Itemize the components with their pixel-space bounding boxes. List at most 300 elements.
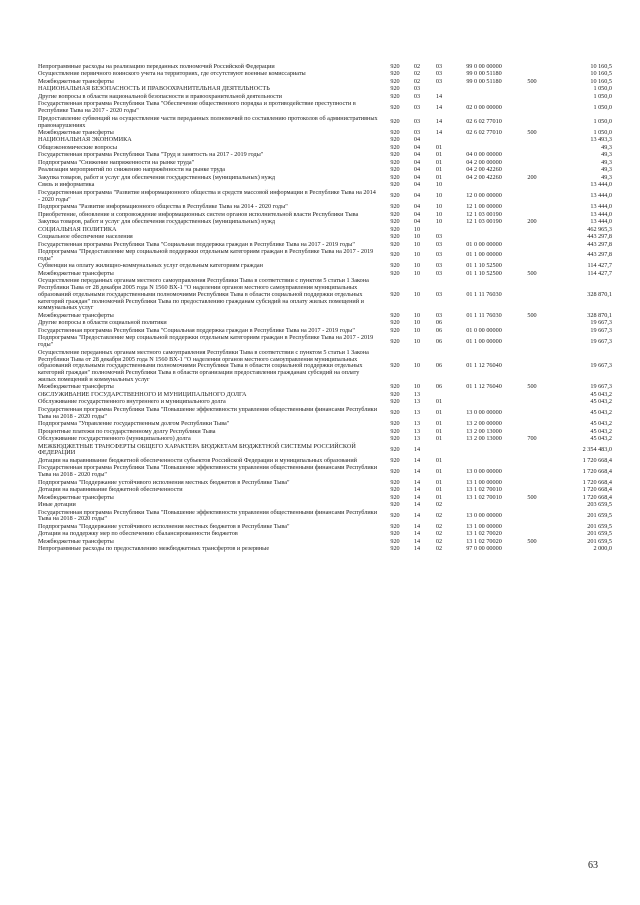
row-section: 10 (413, 233, 421, 241)
row-name: Другие вопросы в области социальной политики (38, 319, 167, 327)
row-grbs: 920 (390, 326, 400, 334)
row-grbs: 920 (390, 501, 400, 509)
row-subsection: 06 (435, 362, 443, 370)
row-subsection: 03 (435, 262, 443, 270)
row-amount: 1 050,0 (593, 85, 612, 93)
table-row (38, 335, 612, 349)
row-article: 12 1 03 00190 (466, 210, 502, 218)
row-amount: 13 444,0 (590, 203, 612, 211)
row-section: 10 (413, 311, 421, 319)
row-article: 13 0 00 00000 (466, 511, 502, 519)
row-amount: 45 043,2 (590, 409, 612, 417)
row-amount: 443 297,8 (587, 251, 612, 259)
row-name: Межбюджетные трансферты (38, 269, 114, 277)
row-section: 14 (413, 545, 421, 553)
row-section: 14 (413, 530, 421, 538)
row-amount: 328 870,1 (587, 311, 612, 319)
row-section: 14 (413, 478, 421, 486)
row-section: 14 (413, 467, 421, 475)
row-subsection: 06 (435, 326, 443, 334)
row-section: 14 (413, 445, 421, 453)
row-section: 10 (413, 262, 421, 270)
row-section: 13 (413, 420, 421, 428)
row-expense-type (518, 480, 546, 487)
row-grbs: 920 (390, 511, 400, 519)
row-subsection: 03 (435, 77, 443, 85)
row-name: Дотации на поддержку мер по обеспечению сбалансированности бюджетов (38, 530, 238, 538)
row-article: 13 2 00 13000 (466, 427, 502, 435)
row-grbs: 920 (390, 537, 400, 545)
row-amount: 201 659,5 (587, 511, 612, 519)
row-name: Подпрограмма "Развитие информационного общества в Республике Тыва на 2014 - 2020 годы" (38, 203, 288, 211)
row-name: Непрограммные расходы на реализацию переданных полномочий Российской Федерации (38, 63, 275, 70)
row-article: 01 1 12 76040 (466, 362, 502, 370)
row-section: 14 (413, 522, 421, 530)
row-expense-type (518, 204, 546, 211)
row-grbs: 920 (390, 493, 400, 501)
row-article: 13 1 00 00000 (466, 478, 502, 486)
row-article: 12 1 00 00000 (466, 203, 502, 211)
row-expense-type (518, 234, 546, 241)
table-row (38, 546, 612, 553)
row-subsection: 03 (435, 70, 443, 78)
row-article: 99 0 00 51180 (466, 77, 502, 85)
row-amount: 45 043,2 (590, 420, 612, 428)
row-expense-type (518, 421, 546, 428)
row-article: 01 1 10 52500 (466, 269, 502, 277)
row-amount: 1 050,0 (593, 92, 612, 100)
row-amount: 201 659,5 (587, 537, 612, 545)
row-article: 12 0 00 00000 (466, 192, 502, 200)
row-expense-type: 500 (527, 383, 537, 391)
row-grbs: 920 (390, 398, 400, 406)
row-section: 14 (413, 493, 421, 501)
table-row (38, 407, 612, 421)
row-amount: 13 444,0 (590, 210, 612, 218)
row-subsection: 01 (435, 435, 443, 443)
row-subsection: 01 (435, 486, 443, 494)
row-article: 99 0 00 51180 (466, 70, 502, 78)
table-row (38, 137, 612, 144)
table-row (38, 278, 612, 313)
row-amount: 19 667,3 (590, 362, 612, 370)
row-name: Межбюджетные трансферты (38, 383, 114, 391)
row-section: 14 (413, 501, 421, 509)
row-section: 02 (413, 70, 421, 78)
row-subsection: 02 (435, 537, 443, 545)
row-name: Государственная программа Республики Тыва "Социальная поддержка граждан в Республике Тыва на 2017 - 2019 годы" (38, 326, 355, 334)
row-amount: 49,3 (601, 173, 612, 181)
row-subsection: 01 (435, 478, 443, 486)
row-amount: 443 297,8 (587, 233, 612, 241)
row-article: 04 2 00 42260 (466, 166, 502, 174)
row-subsection: 14 (435, 92, 443, 100)
row-expense-type (518, 86, 546, 93)
row-grbs: 920 (390, 427, 400, 435)
row-section: 04 (413, 210, 421, 218)
row-section: 13 (413, 427, 421, 435)
row-name: Государственная программа Республики Тыва "Повышение эффективности управления общественными финансами Республики Тыва на 2018 - 2020 годы" (38, 464, 378, 479)
row-amount: 1 720 668,4 (582, 467, 612, 475)
row-amount: 13 444,0 (590, 192, 612, 200)
row-grbs: 920 (390, 158, 400, 166)
row-article: 13 2 00 00000 (466, 420, 502, 428)
row-grbs: 920 (390, 218, 400, 226)
row-article (450, 137, 518, 144)
row-subsection: 01 (435, 166, 443, 174)
row-expense-type (518, 249, 546, 263)
document-body (38, 63, 612, 554)
row-name: Подпрограмма "Снижение напряженности на рынке труда" (38, 158, 195, 166)
row-expense-type (518, 227, 546, 234)
row-expense-type (518, 350, 546, 385)
row-amount: 1 720 668,4 (582, 478, 612, 486)
row-article: 01 1 10 52500 (466, 262, 502, 270)
row-subsection: 14 (435, 128, 443, 136)
row-subsection: 02 (435, 530, 443, 538)
row-subsection: 10 (435, 181, 443, 189)
row-name: Подпрограмма "Поддержание устойчивого исполнения местных бюджетов в Республике Тыва" (38, 478, 290, 486)
table-row (38, 249, 612, 263)
row-section: 14 (413, 456, 421, 464)
table-row (38, 465, 612, 479)
row-grbs: 920 (390, 456, 400, 464)
row-section: 10 (413, 337, 421, 345)
row-section: 04 (413, 166, 421, 174)
row-name: Государственная программа Республики Тыва "Труд и занятость на 2017 - 2019 годы" (38, 151, 264, 159)
row-section: 03 (413, 118, 421, 126)
row-expense-type (518, 320, 546, 327)
row-expense-type (518, 116, 546, 130)
row-article: 13 1 02 70020 (466, 537, 502, 545)
row-name: Общеэкономические вопросы (38, 143, 117, 151)
row-grbs: 920 (390, 166, 400, 174)
row-subsection: 01 (435, 158, 443, 166)
row-amount: 10 160,5 (590, 63, 612, 70)
row-expense-type (518, 510, 546, 524)
row-amount: 10 160,5 (590, 70, 612, 78)
row-name: Подпрограмма "Предоставление мер социальной поддержки отдельным категориям граждан в Республике Тыва на 2017 - 2019 годы" (38, 248, 374, 262)
row-section: 04 (413, 143, 421, 151)
row-amount: 1 720 668,4 (582, 456, 612, 464)
row-article: 13 1 02 70020 (466, 530, 502, 538)
row-section: 04 (413, 158, 421, 166)
row-article: 97 0 00 00000 (466, 545, 502, 553)
row-section: 04 (413, 192, 421, 200)
row-section: 10 (413, 251, 421, 259)
row-expense-type (518, 444, 546, 458)
row-grbs: 920 (390, 151, 400, 159)
row-grbs: 920 (390, 269, 400, 277)
row-section: 14 (413, 537, 421, 545)
row-grbs: 920 (390, 383, 400, 391)
row-article: 02 6 02 77010 (466, 118, 502, 126)
row-amount: 49,3 (601, 143, 612, 151)
row-name: Подпрограмма "Поддержание устойчивого исполнения местных бюджетов в Республике Тыва" (38, 522, 290, 530)
row-subsection: 14 (435, 118, 443, 126)
row-name: Закупка товаров, работ и услуг для обеспечения государственных (муниципальных) нужд (38, 173, 276, 181)
row-amount: 45 043,2 (590, 427, 612, 435)
row-amount: 45 043,2 (590, 390, 612, 398)
row-grbs: 920 (390, 390, 400, 398)
row-name: Осуществление переданных органам местного самоуправления Республики Тыва в соответствии с пунктом 5 статьи 1 Закона Республики Тыва от 28 декабря 2005 года N 1560 ВХ-1 "О наделении органов местного самоуправления муниципальных образований отдельными государственными полномочиями Республики Тыва в области социальной поддержки отдельных категорий граждан" полномочий Республики Тыва в области организации предоставления гражданам субсидий на оплату жилых помещений и коммунальных услуг (38, 348, 369, 383)
table-row (38, 71, 612, 78)
row-name: Государственная программа Республики Тыва "Повышение эффективности управления общественными финансами Республики Тыва на 2018 - 2020 годы" (38, 508, 378, 523)
row-amount: 13 444,0 (590, 181, 612, 189)
row-article (450, 444, 518, 458)
row-expense-type (518, 137, 546, 144)
row-article: 13 0 00 00000 (466, 409, 502, 417)
row-expense-type (518, 160, 546, 167)
row-amount: 13 493,3 (590, 136, 612, 144)
row-article (450, 182, 518, 189)
row-section: 02 (413, 63, 421, 70)
table-row (38, 101, 612, 115)
row-grbs: 920 (390, 445, 400, 453)
row-name: Приобретение, обновление и сопровождение информационных систем органов исполнительной власти Республики Тыва (38, 210, 359, 218)
row-expense-type (518, 278, 546, 313)
row-grbs: 920 (390, 522, 400, 530)
row-subsection: 01 (435, 398, 443, 406)
row-amount: 114 427,7 (587, 262, 612, 270)
row-section: 03 (413, 103, 421, 111)
row-expense-type: 500 (527, 269, 537, 277)
row-expense-type (518, 458, 546, 465)
row-name: Обслуживание государственного (муниципального) долга (38, 435, 191, 443)
row-section: 04 (413, 151, 421, 159)
row-amount: 1 720 668,4 (582, 486, 612, 494)
table-row (38, 531, 612, 538)
row-name: Обслуживание государственного внутреннего и муниципального долга (38, 398, 226, 406)
row-grbs: 920 (390, 118, 400, 126)
row-section: 10 (413, 383, 421, 391)
row-amount: 1 050,0 (593, 118, 612, 126)
row-subsection: 01 (435, 173, 443, 181)
row-expense-type (518, 546, 546, 553)
row-grbs: 920 (390, 240, 400, 248)
row-grbs: 920 (390, 545, 400, 553)
row-expense-type: 500 (527, 77, 537, 85)
row-expense-type (518, 94, 546, 101)
row-section: 04 (413, 218, 421, 226)
row-name: Иные дотации (38, 501, 76, 509)
row-name: Межбюджетные трансферты (38, 493, 114, 501)
row-name: Непрограммные расходы по предоставлению межбюджетных трансфертов и резервные (38, 545, 270, 553)
row-name: СОЦИАЛЬНАЯ ПОЛИТИКА (38, 225, 117, 233)
row-expense-type (518, 465, 546, 479)
row-section: 10 (413, 319, 421, 327)
row-article: 04 2 00 00000 (466, 158, 502, 166)
row-expense-type (518, 152, 546, 159)
table-row (38, 487, 612, 494)
row-grbs: 920 (390, 173, 400, 181)
row-expense-type (518, 182, 546, 189)
table-row (38, 219, 612, 226)
row-amount: 201 659,5 (587, 530, 612, 538)
row-amount: 114 427,7 (587, 269, 612, 277)
row-section: 10 (413, 240, 421, 248)
row-article (450, 86, 518, 93)
row-section: 10 (413, 269, 421, 277)
row-name: Государственная программа Республики Тыва "Социальная поддержка граждан в Республике Тыва на 2017 - 2019 годы" (38, 240, 355, 248)
row-name: Связь и информатика (38, 181, 95, 189)
row-subsection: 02 (435, 522, 443, 530)
row-grbs: 920 (390, 251, 400, 259)
row-subsection: 10 (435, 218, 443, 226)
row-section: 10 (413, 225, 421, 233)
row-grbs: 920 (390, 92, 400, 100)
row-amount: 443 297,8 (587, 240, 612, 248)
row-subsection: 03 (435, 251, 443, 259)
row-grbs: 920 (390, 362, 400, 370)
row-section: 03 (413, 85, 421, 93)
row-name: Осуществление первичного воинского учета на территориях, где отсутствуют военные комиссариаты (38, 70, 306, 78)
row-grbs: 920 (390, 103, 400, 111)
row-grbs: 920 (390, 210, 400, 218)
row-article (450, 399, 518, 406)
row-expense-type (518, 399, 546, 406)
row-amount: 462 965,3 (587, 225, 612, 233)
row-amount: 13 444,0 (590, 218, 612, 226)
table-row (38, 263, 612, 270)
row-amount: 49,3 (601, 158, 612, 166)
table-row (38, 495, 612, 502)
row-amount: 19 667,3 (590, 326, 612, 334)
row-subsection: 02 (435, 501, 443, 509)
row-expense-type (518, 64, 546, 71)
row-grbs: 920 (390, 128, 400, 136)
row-subsection: 14 (435, 103, 443, 111)
row-article (450, 458, 518, 465)
row-article: 01 1 12 76040 (466, 383, 502, 391)
row-expense-type (518, 502, 546, 509)
row-expense-type (518, 145, 546, 152)
row-grbs: 920 (390, 225, 400, 233)
row-amount: 19 667,3 (590, 319, 612, 327)
table-row (38, 444, 612, 458)
row-name: МЕЖБЮДЖЕТНЫЕ ТРАНСФЕРТЫ ОБЩЕГО ХАРАКТЕРА БЮДЖЕТАМ БЮДЖЕТНОЙ СИСТЕМЫ РОССИЙСКОЙ ФЕДЕРАЦИИ (38, 442, 356, 457)
row-article (450, 227, 518, 234)
row-amount: 19 667,3 (590, 383, 612, 391)
row-expense-type: 500 (527, 128, 537, 136)
table-row (38, 510, 612, 524)
table-row (38, 116, 612, 130)
row-name: Межбюджетные трансферты (38, 77, 114, 85)
row-subsection: 06 (435, 319, 443, 327)
row-grbs: 920 (390, 486, 400, 494)
row-expense-type: 500 (527, 311, 537, 319)
row-grbs: 920 (390, 70, 400, 78)
row-amount: 10 160,5 (590, 77, 612, 85)
budget-table (38, 64, 612, 554)
table-row (38, 350, 612, 385)
row-grbs: 920 (390, 136, 400, 144)
row-section: 13 (413, 390, 421, 398)
row-name: Субвенции на оплату жилищно-коммунальных услуг отдельным категориям граждан (38, 262, 263, 270)
row-expense-type: 500 (527, 537, 537, 545)
row-expense-type (518, 242, 546, 249)
row-name: ОБСЛУЖИВАНИЕ ГОСУДАРСТВЕННОГО И МУНИЦИПАЛЬНОГО ДОЛГА (38, 390, 247, 398)
row-article: 13 1 00 00000 (466, 522, 502, 530)
row-grbs: 920 (390, 85, 400, 93)
row-amount: 1 050,0 (593, 128, 612, 136)
row-grbs: 920 (390, 311, 400, 319)
row-name: Другие вопросы в области национальной безопасности и правоохранительной деятельности (38, 92, 282, 100)
row-amount: 1 050,0 (593, 103, 612, 111)
row-name: Государственная программа "Развитие информационного общества и средств массовой информации в Республике Тыва на 2014 - 2020 годы" (38, 188, 376, 203)
row-name: Межбюджетные трансферты (38, 537, 114, 545)
row-grbs: 920 (390, 233, 400, 241)
row-section: 10 (413, 326, 421, 334)
row-subsection: 03 (435, 311, 443, 319)
row-subsection: 01 (435, 409, 443, 417)
row-section: 02 (413, 77, 421, 85)
row-section: 10 (413, 290, 421, 298)
row-grbs: 920 (390, 409, 400, 417)
table-row (38, 175, 612, 182)
row-grbs: 920 (390, 319, 400, 327)
row-article: 01 1 00 00000 (466, 251, 502, 259)
row-name: Государственная программа Республики Тыва "Обеспечение общественного порядка и противодействие преступности в Республике Тыва на 2017 - 2020 годы" (38, 100, 356, 115)
row-section: 13 (413, 398, 421, 406)
row-section: 03 (413, 92, 421, 100)
row-amount: 49,3 (601, 151, 612, 159)
row-grbs: 920 (390, 337, 400, 345)
row-subsection: 03 (435, 290, 443, 298)
row-grbs: 920 (390, 192, 400, 200)
row-subsection: 01 (435, 456, 443, 464)
row-article: 13 1 02 70010 (466, 493, 502, 501)
row-article: 01 1 00 00000 (466, 337, 502, 345)
row-grbs: 920 (390, 530, 400, 538)
row-expense-type (518, 392, 546, 399)
row-article: 13 0 00 00000 (466, 467, 502, 475)
row-subsection: 01 (435, 420, 443, 428)
row-subsection: 01 (435, 467, 443, 475)
row-amount: 203 659,5 (587, 501, 612, 509)
row-subsection: 10 (435, 210, 443, 218)
row-name: Осуществление переданных органам местного самоуправления Республики Тыва в соответствии с пунктом 5 статьи 1 Закона Республики Тыва от 28 декабря 2005 года N 1560 ВХ-1 "О наделении органов местного самоуправления муниципальных образований отдельными государственными полномочиями Республики Тыва в области социальной поддержки отдельных категорий граждан" полномочий Республики Тыва по предоставлению гражданам субсидий на оплату жилых помещений и коммунальных услуг (38, 277, 369, 312)
row-amount: 2 354 483,0 (582, 445, 612, 453)
row-article (450, 94, 518, 101)
row-subsection: 03 (435, 63, 443, 70)
row-section: 13 (413, 435, 421, 443)
row-article: 01 1 11 76030 (466, 311, 502, 319)
row-expense-type: 200 (527, 173, 537, 181)
row-article: 01 1 11 76030 (466, 290, 502, 298)
row-expense-type (518, 101, 546, 115)
row-grbs: 920 (390, 77, 400, 85)
row-amount: 49,3 (601, 166, 612, 174)
row-name: Предоставление субвенций на осуществление части переданных полномочий по составлению протоколов об административных правонарушениях (38, 114, 378, 129)
row-section: 14 (413, 511, 421, 519)
row-expense-type (518, 335, 546, 349)
row-amount: 1 720 668,4 (582, 493, 612, 501)
row-grbs: 920 (390, 262, 400, 270)
row-name: Межбюджетные трансферты (38, 128, 114, 136)
row-subsection: 03 (435, 233, 443, 241)
row-name: Закупка товаров, работ и услуг для обеспечения государственных (муниципальных) нужд (38, 218, 276, 226)
row-name: НАЦИОНАЛЬНАЯ БЕЗОПАСНОСТЬ И ПРАВООХРАНИТЕЛЬНАЯ ДЕЯТЕЛЬНОСТЬ (38, 85, 270, 93)
row-expense-type: 500 (527, 493, 537, 501)
row-amount: 328 870,1 (587, 290, 612, 298)
row-article (450, 502, 518, 509)
row-article: 02 6 02 77010 (466, 128, 502, 136)
row-grbs: 920 (390, 63, 400, 70)
row-article: 12 1 03 00190 (466, 218, 502, 226)
row-article: 01 0 00 00000 (466, 326, 502, 334)
row-name: Подпрограмма "Управление государственным долгом Республики Тыва" (38, 420, 230, 428)
